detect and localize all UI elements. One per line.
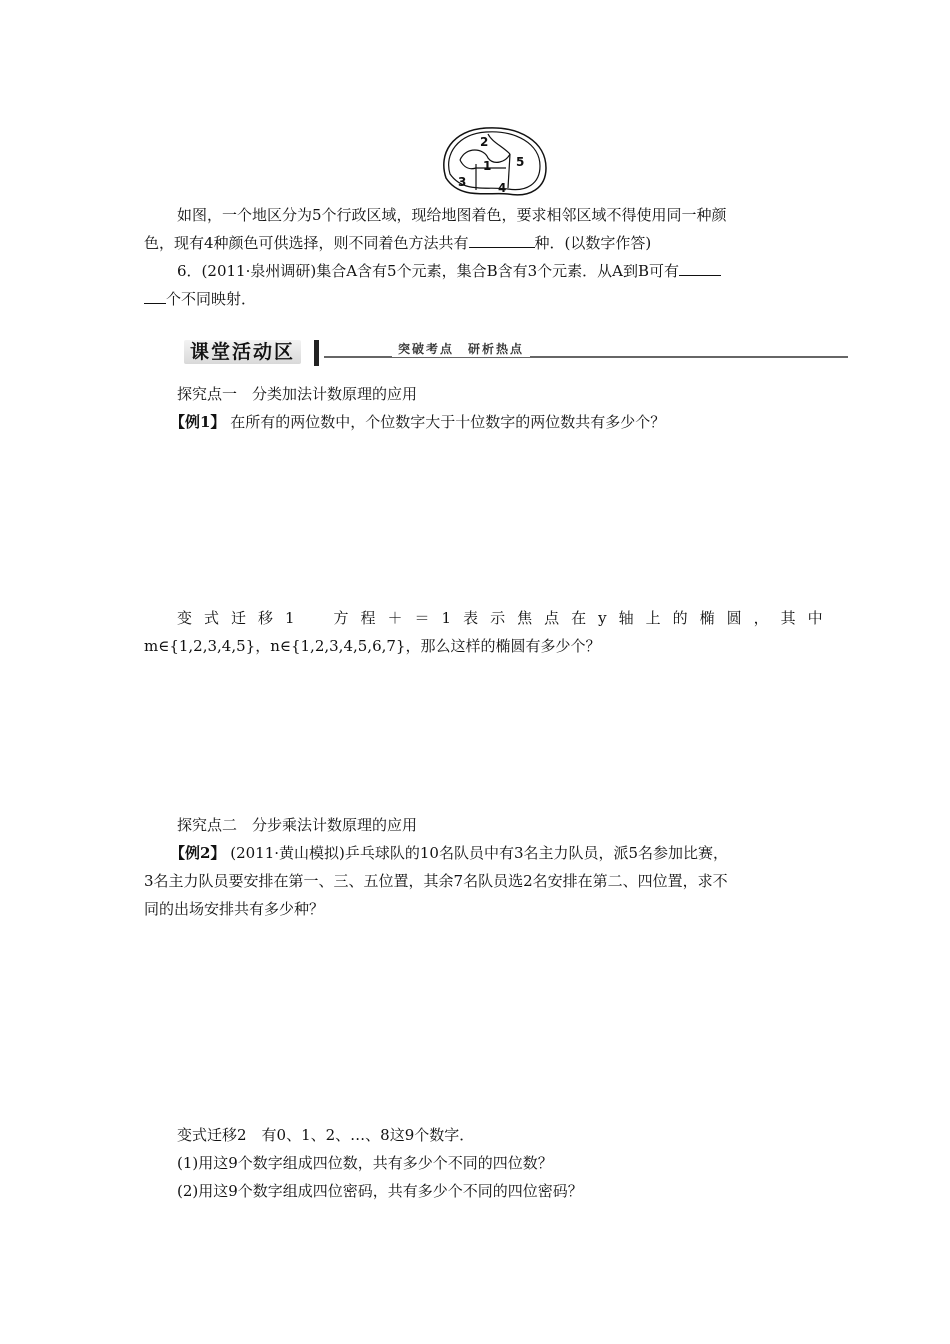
section1-heading: 探究点一 分类加法计数原理的应用 bbox=[177, 385, 418, 403]
example1 bbox=[170, 412, 665, 432]
example2-text-1: (2011·黄山模拟)乒乓球队的10名队员中有3名主力队员，派5名参加比赛， bbox=[230, 844, 729, 862]
map-label-5: 5 bbox=[516, 155, 525, 169]
map-label-2: 2 bbox=[480, 135, 489, 149]
example2-line3: 同的出场安排共有多少种？ bbox=[144, 900, 325, 918]
map-label-4: 4 bbox=[498, 181, 507, 195]
variant1-line2: m∈{1,2,3,4,5}，n∈{1,2,3,4,5,6,7}，那么这样的椭圆有多少个？ bbox=[144, 637, 601, 655]
example2-tag: 【例2】 bbox=[170, 844, 226, 862]
problem6-line1 bbox=[177, 261, 721, 281]
variant2-q1: (1)用这9个数字组成四位数，共有多少个不同的四位数？ bbox=[177, 1154, 553, 1172]
banner-subtitle: 突破考点 研析热点 bbox=[392, 340, 530, 357]
problem6-line1-pre: 6．(2011·泉州调研)集合A含有5个元素，集合B含有3个元素．从A到B可有 bbox=[177, 262, 679, 280]
banner-title: 课堂活动区 bbox=[184, 340, 301, 364]
answer-blank-6b[interactable] bbox=[144, 289, 166, 304]
answer-blank-6a[interactable] bbox=[679, 261, 721, 276]
variant2-line1: 变式迁移2 有0、1、2、…、8这9个数字． bbox=[177, 1126, 475, 1144]
problem6-line2-post: 个不同映射． bbox=[166, 290, 257, 308]
map-region-border-5 bbox=[488, 134, 510, 154]
variant2-q2: (2)用这9个数字组成四位密码，共有多少个不同的四位密码？ bbox=[177, 1182, 583, 1200]
region-map-figure bbox=[436, 124, 548, 200]
problem5-line2 bbox=[144, 233, 651, 253]
example2-line1 bbox=[170, 843, 728, 863]
problem5-line2-post: 种．(以数字作答) bbox=[534, 234, 652, 252]
section-banner bbox=[180, 338, 848, 368]
example1-text: 在所有的两位数中，个位数字大于十位数字的两位数共有多少个？ bbox=[230, 413, 666, 431]
answer-blank-5[interactable] bbox=[469, 233, 535, 248]
variant1-line1: 变式迁移1 方程＋＝1表示焦点在y轴上的椭圆，其中 bbox=[177, 609, 835, 627]
map-label-1: 1 bbox=[483, 159, 492, 173]
problem6-line2 bbox=[144, 289, 256, 309]
section2-heading: 探究点二 分步乘法计数原理的应用 bbox=[177, 816, 418, 834]
map-region-border-2 bbox=[508, 154, 510, 188]
problem5-line2-pre: 色，现有4种颜色可供选择，则不同着色方法共有 bbox=[144, 234, 469, 252]
map-label-3: 3 bbox=[458, 175, 467, 189]
problem5-line1: 如图，一个地区分为5个行政区域，现给地图着色，要求相邻区域不得使用同一种颜 bbox=[177, 206, 727, 224]
example1-tag: 【例1】 bbox=[170, 413, 226, 431]
example2-line2: 3名主力队员要安排在第一、三、五位置，其余7名队员选2名安排在第二、四位置，求不 bbox=[144, 872, 728, 890]
banner-divider-bar bbox=[314, 340, 319, 366]
